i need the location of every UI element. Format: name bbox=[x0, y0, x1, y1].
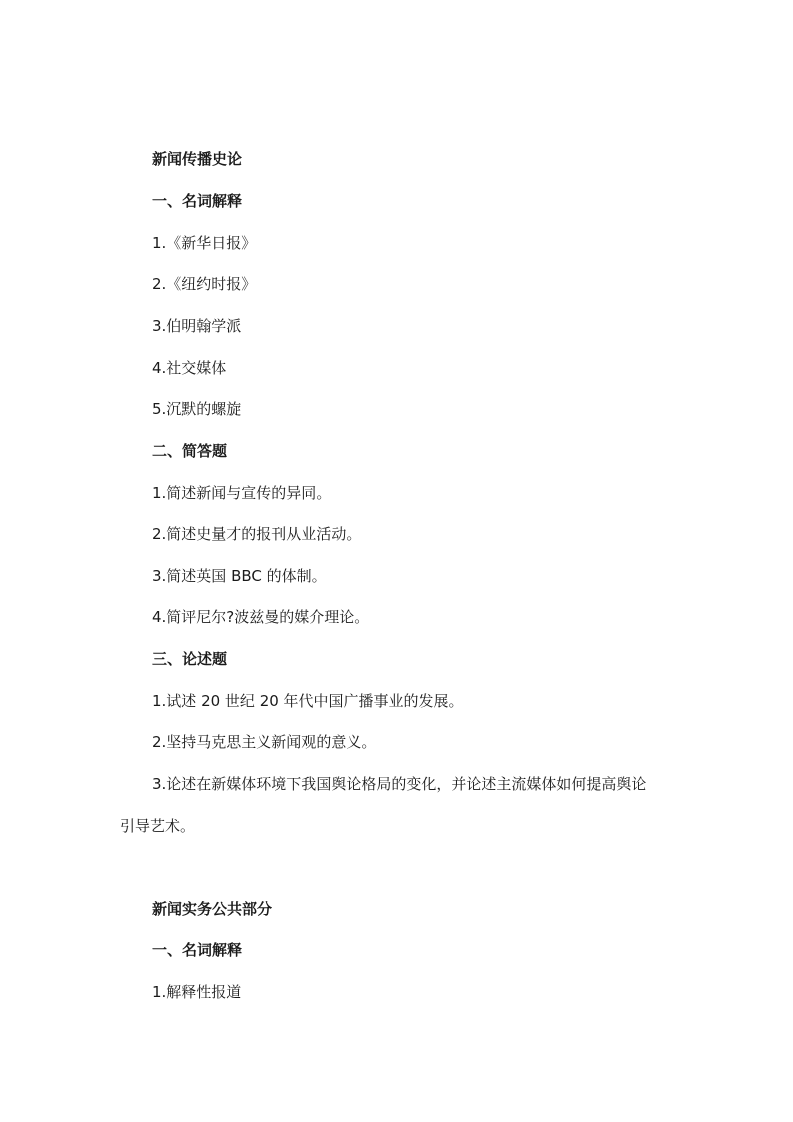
part-heading: 一、名词解释 bbox=[152, 941, 243, 959]
section-title: 新闻传播史论 bbox=[152, 150, 243, 168]
list-item: 4.社交媒体 bbox=[152, 359, 227, 377]
part-heading: 一、名词解释 bbox=[152, 192, 243, 210]
list-item: 5.沉默的螺旋 bbox=[152, 400, 242, 418]
list-item-continuation: 引导艺术。 bbox=[120, 817, 196, 835]
list-item: 2.《纽约时报》 bbox=[152, 275, 257, 293]
list-item: 3.简述英国 BBC 的体制。 bbox=[152, 567, 327, 585]
list-item: 1.《新华日报》 bbox=[152, 234, 257, 252]
list-item: 3.伯明翰学派 bbox=[152, 317, 242, 335]
part-heading: 二、简答题 bbox=[152, 442, 228, 460]
list-item: 3.论述在新媒体环境下我国舆论格局的变化，并论述主流媒体如何提高舆论 bbox=[152, 775, 647, 793]
list-item: 1.简述新闻与宣传的异同。 bbox=[152, 484, 332, 502]
part-heading: 三、论述题 bbox=[152, 650, 228, 668]
list-item: 2.坚持马克思主义新闻观的意义。 bbox=[152, 733, 377, 751]
section-title: 新闻实务公共部分 bbox=[152, 900, 273, 918]
list-item: 2.简述史量才的报刊从业活动。 bbox=[152, 525, 362, 543]
list-item: 1.试述 20 世纪 20 年代中国广播事业的发展。 bbox=[152, 692, 464, 710]
list-item: 4.简评尼尔?波兹曼的媒介理论。 bbox=[152, 608, 370, 626]
list-item: 1.解释性报道 bbox=[152, 983, 242, 1001]
